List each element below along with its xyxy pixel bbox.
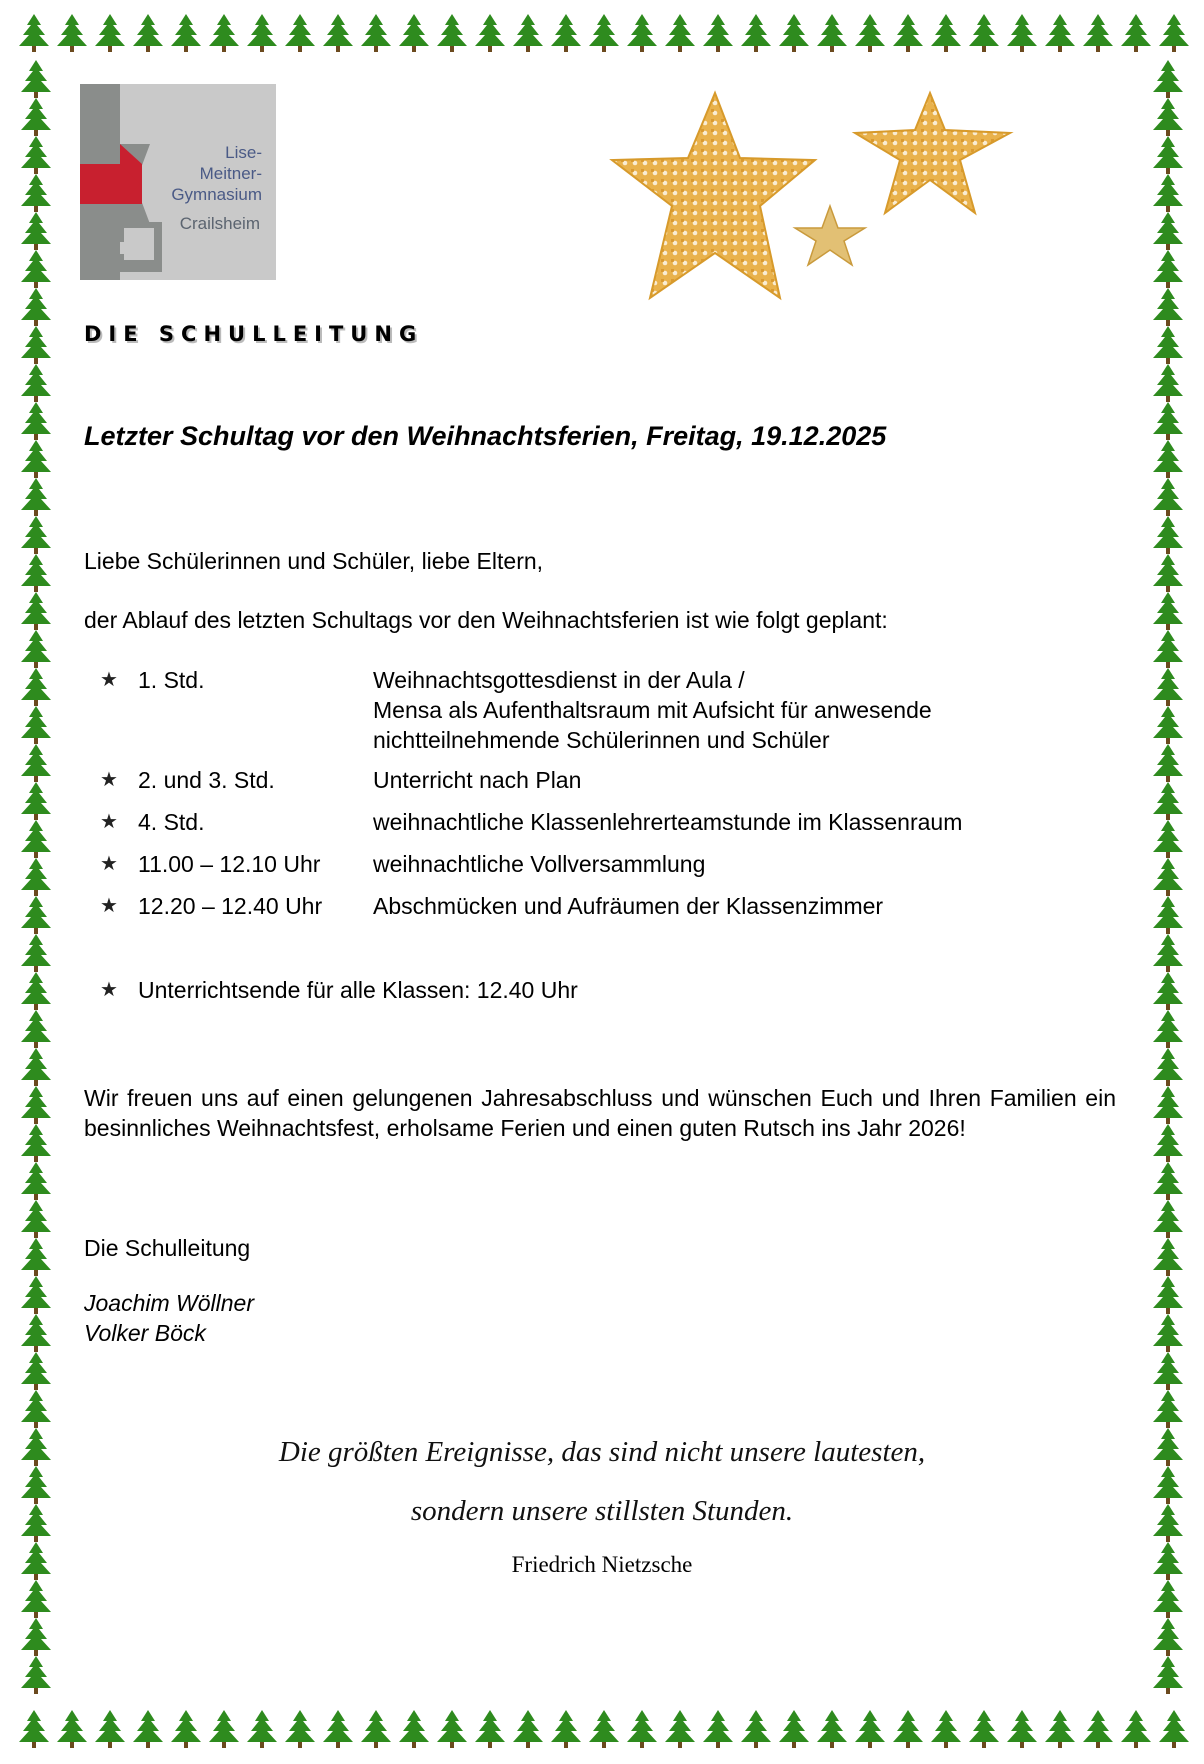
tree-icon [1121,1710,1151,1748]
tree-icon [21,478,51,516]
tree-icon [665,14,695,52]
tree-icon [21,516,51,554]
tree-icon [21,364,51,402]
tree-icon [21,98,51,136]
tree-icon [21,1580,51,1618]
tree-icon [1153,212,1183,250]
small-star [795,206,865,265]
tree-icon [475,14,505,52]
tree-icon [57,1710,87,1748]
tree-icon [323,1710,353,1748]
tree-icon [285,14,315,52]
tree-icon [21,1352,51,1390]
tree-icon [57,14,87,52]
tree-icon [855,14,885,52]
schedule-time: 12.20 – 12.40 Uhr [138,893,323,919]
tree-icon [1007,14,1037,52]
tree-icon [1153,1238,1183,1276]
tree-icon [399,1710,429,1748]
tree-icon [1153,1010,1183,1048]
tree-icon [1153,1200,1183,1238]
tree-icon [969,14,999,52]
tree-icon [21,668,51,706]
tree-icon [1153,326,1183,364]
tree-icon [437,14,467,52]
tree-icon [21,1238,51,1276]
school-logo [80,84,276,280]
tree-icon [171,1710,201,1748]
tree-icon [361,14,391,52]
tree-icon [437,1710,467,1748]
tree-icon [855,1710,885,1748]
tree-icon [1153,1124,1183,1162]
tree-icon [703,14,733,52]
tree-icon [1153,858,1183,896]
tree-icon [513,14,543,52]
schedule-desc-line: Mensa als Aufenthaltsraum mit Aufsicht für anwesende [373,697,932,723]
tree-icon [1153,1314,1183,1352]
tree-icon [21,1200,51,1238]
tree-icon [1153,896,1183,934]
star-bullet-icon: ★ [100,669,118,691]
tree-icon [21,1390,51,1428]
large-star [612,93,815,298]
intro-text: der Ablauf des letzten Schultags vor den Weihnachtsferien ist wie folgt geplant: [84,607,888,633]
quote-line-1: Die größten Ereignisse, das sind nicht unsere lautesten, [278,1436,926,1468]
tree-icon [21,1124,51,1162]
tree-icon [133,14,163,52]
tree-icon [209,1710,239,1748]
tree-icon [1159,14,1189,52]
tree-icon [1153,1618,1183,1656]
tree-icon [19,14,49,52]
tree-icon [1083,1710,1113,1748]
tree-icon [1045,14,1075,52]
tree-icon [1153,668,1183,706]
greeting: Liebe Schülerinnen und Schüler, liebe Eltern, [84,548,544,574]
schedule-time: 4. Std. [138,809,205,835]
tree-icon [1153,972,1183,1010]
tree-icon [133,1710,163,1748]
end-note-text: Unterrichtsende für alle Klassen: 12.40 Uhr [138,977,578,1003]
tree-icon [1153,98,1183,136]
schedule-time: 11.00 – 12.10 Uhr [138,851,321,877]
schedule-desc-line: Abschmücken und Aufräumen der Klassenzimmer [373,893,884,919]
tree-icon [209,14,239,52]
star-bullet-icon: ★ [100,853,118,875]
tree-icon [1153,554,1183,592]
tree-icon [21,744,51,782]
tree-icon [285,1710,315,1748]
tree-icon [21,288,51,326]
star-bullet-icon: ★ [100,979,118,1001]
signature-name-2: Volker Böck [84,1320,206,1346]
tree-icon [21,1314,51,1352]
tree-icon [1153,934,1183,972]
tree-icon [1121,14,1151,52]
tree-icon [931,14,961,52]
quote-author: Friedrich Nietzsche [511,1552,693,1577]
star-bullet-icon: ★ [100,811,118,833]
tree-icon [893,14,923,52]
tree-icon [1153,782,1183,820]
tree-icon [665,1710,695,1748]
tree-icon [589,1710,619,1748]
signature-label: Die Schulleitung [84,1235,251,1261]
tree-icon [1153,174,1183,212]
tree-icon [589,14,619,52]
tree-icon [1153,1390,1183,1428]
tree-icon [1153,630,1183,668]
tree-icon [1153,250,1183,288]
tree-icon [21,782,51,820]
tree-icon [21,592,51,630]
schedule-desc-line: nichtteilnehmende Schülerinnen und Schüler [373,727,830,753]
tree-icon [1153,136,1183,174]
tree-icon [1153,402,1183,440]
tree-icon [21,212,51,250]
tree-icon [1153,60,1183,98]
tree-icon [21,934,51,972]
tree-icon [931,1710,961,1748]
tree-icon [21,972,51,1010]
tree-icon [1153,1162,1183,1200]
tree-icon [1159,1710,1189,1748]
tree-icon [1153,744,1183,782]
decorative-stars [590,88,1020,338]
tree-icon [1153,820,1183,858]
tree-icon [1083,14,1113,52]
tree-icon [361,1710,391,1748]
tree-icon [21,174,51,212]
section-heading-text: DIE SCHULLEITUNG [84,322,424,346]
tree-icon [1153,516,1183,554]
tree-icon [1153,440,1183,478]
page-title: Letzter Schultag vor den Weihnachtsferien, Freitag, 19.12.2025 [84,421,887,451]
tree-icon [551,14,581,52]
tree-icon [741,1710,771,1748]
schedule-desc-line: weihnachtliche Klassenlehrerteamstunde im Klassenraum [373,809,963,835]
tree-icon [21,60,51,98]
tree-icon [247,1710,277,1748]
logo-city: Crailsheim [179,214,260,233]
tree-icon [703,1710,733,1748]
tree-icon [627,14,657,52]
star-bullet-icon: ★ [100,769,118,791]
tree-icon [21,326,51,364]
tree-icon [1153,706,1183,744]
tree-icon [21,1010,51,1048]
tree-icon [1153,1276,1183,1314]
tree-icon [1153,364,1183,402]
tree-icon [1045,1710,1075,1748]
tree-icon [1153,1048,1183,1086]
tree-icon [21,1618,51,1656]
tree-icon [21,250,51,288]
tree-icon [513,1710,543,1748]
medium-star [855,93,1010,213]
tree-icon [399,14,429,52]
schedule-time: 1. Std. [138,667,205,693]
schedule-desc-line: Unterricht nach Plan [373,767,582,793]
tree-icon [19,1710,49,1748]
logo-line-3: Gymnasium [171,185,262,204]
tree-icon [475,1710,505,1748]
tree-icon [893,1710,923,1748]
tree-icon [21,136,51,174]
tree-icon [1153,1086,1183,1124]
logo-line-2: Meitner- [199,164,262,183]
tree-icon [21,858,51,896]
tree-icon [21,1276,51,1314]
tree-icon [1153,288,1183,326]
tree-icon [741,14,771,52]
tree-icon [21,554,51,592]
schedule-time: 2. und 3. Std. [138,767,275,793]
schedule-desc-line: weihnachtliche Vollversammlung [373,851,706,877]
tree-icon [95,1710,125,1748]
schedule-desc-line: Weihnachtsgottesdienst in der Aula / [373,667,745,693]
tree-icon [21,440,51,478]
tree-icon [969,1710,999,1748]
tree-icon [21,1048,51,1086]
tree-icon [1153,478,1183,516]
tree-icon [21,820,51,858]
tree-icon [21,1656,51,1694]
tree-icon [1153,592,1183,630]
logo-line-1: Lise- [225,143,262,162]
tree-icon [95,14,125,52]
tree-icon [779,1710,809,1748]
tree-icon [1153,1580,1183,1618]
tree-icon [551,1710,581,1748]
tree-icon [171,14,201,52]
quote-line-2: sondern unsere stillsten Stunden. [410,1495,794,1527]
signature-name-1: Joachim Wöllner [84,1290,254,1316]
tree-icon [1153,1352,1183,1390]
tree-icon [627,1710,657,1748]
tree-icon [21,1162,51,1200]
tree-icon [1007,1710,1037,1748]
closing-paragraph: Wir freuen uns auf einen gelungenen Jahresabschluss und wünschen Euch und Ihren Familien ein besinnliches Weihnachtsfest, erholsame Ferien und einen guten Rutsch ins Jahr 2026! [84,1085,1116,1141]
tree-icon [21,896,51,934]
tree-icon [1153,1656,1183,1694]
tree-icon [21,402,51,440]
tree-icon [779,14,809,52]
tree-icon [817,14,847,52]
tree-icon [323,14,353,52]
tree-icon [21,1086,51,1124]
section-heading [84,322,423,346]
star-bullet-icon: ★ [100,895,118,917]
tree-icon [21,630,51,668]
tree-icon [247,14,277,52]
tree-icon [21,706,51,744]
tree-icon [817,1710,847,1748]
